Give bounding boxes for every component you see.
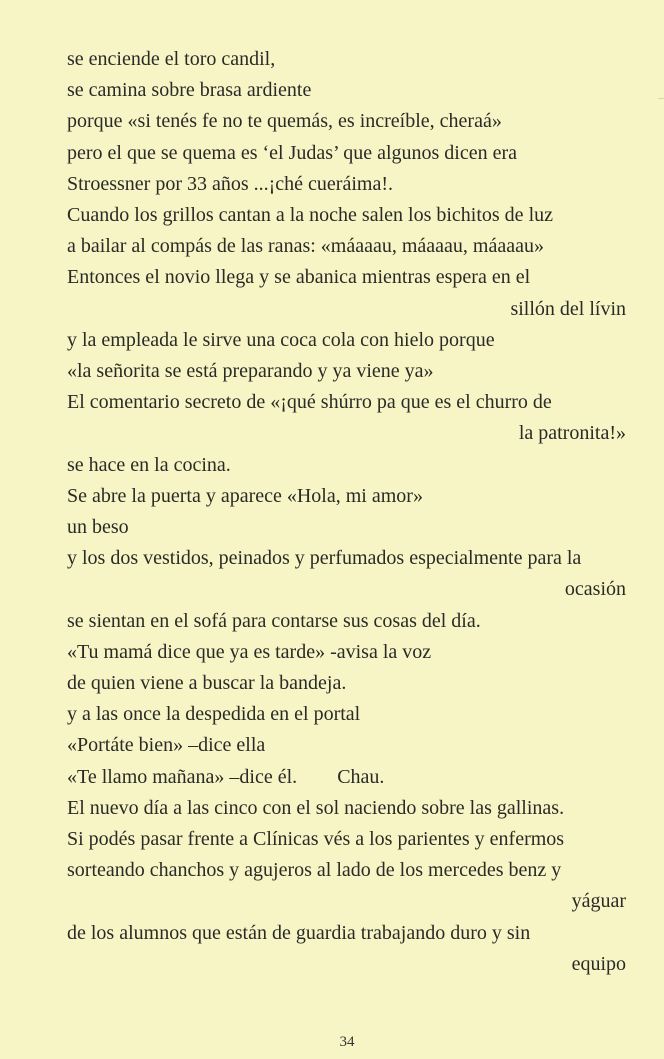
text-line-content: ocasión [564,578,626,601]
text-line-content: «Te llamo mañana» –dice él. [67,765,298,788]
text-line [67,78,311,102]
text-line [67,328,495,352]
text-line-content: se hace en la cocina. [67,453,231,476]
text-line [67,827,564,851]
text-line [519,421,626,445]
text-line-content: yáguar [571,890,626,913]
text-line [67,765,384,789]
text-line [67,515,129,539]
text-line [565,577,626,601]
text-line-content: equipo [571,952,626,975]
text-line [510,297,626,321]
text-line-content: y los dos vestidos, peinados y perfumados especialmente para la [67,547,582,570]
text-line [67,234,544,258]
text-line [67,47,275,71]
text-line [67,141,517,165]
text-line-content: Entonces el novio llega y se abanica mientras espera en el [67,266,531,289]
text-line [67,858,561,882]
text-line-content: un beso [67,516,129,538]
text-line [67,453,231,477]
text-line-content: Se abre la puerta y aparece «Hola, mi amor» [67,484,423,507]
margin-mark [658,98,664,99]
text-line [67,921,530,945]
text-line-content: de los alumnos que están de guardia trabajando duro y sin [67,921,531,944]
text-line [67,484,423,508]
text-line-content: El comentario secreto de «¡qué shúrro pa que es el churro de [67,391,552,414]
text-line-content: «Tu mamá dice que ya es tarde» -avisa la voz [67,640,432,663]
text-line-content: se camina sobre brasa ardiente [67,79,312,102]
text-line [67,546,581,570]
text-line-content: «Portáte bien» –dice ella [67,734,266,757]
text-line [67,702,360,726]
text-line-content: El nuevo día a las cinco con el sol naciendo sobre las gallinas. [67,796,565,819]
text-line-content: «la señorita se está preparando y ya viene ya» [67,360,434,382]
text-line-content: se enciende el toro candil, [67,48,276,70]
text-line-content: y a las once la despedida en el portal [67,703,361,726]
text-line-content: pero el que se quema es ‘el Judas’ que algunos dicen era [67,141,518,164]
text-line [67,671,346,695]
text-line-content: Cuando los grillos cantan a la noche salen los bichitos de luz [67,204,553,226]
text-line-content: Stroessner por 33 años ...¡ché cueráima!. [67,172,393,195]
text-line-content: de quien viene a buscar la bandeja. [67,672,347,694]
page-number: 34 [339,1034,355,1050]
text-line [67,390,552,414]
text-line [67,109,502,133]
text-line-content: a bailar al compás de las ranas: «máaaau, máaaau, máaaau» [67,235,544,258]
text-line [572,952,626,976]
text-line-tail: Chau. [337,765,385,788]
text-line-content: Si podés pasar frente a Clínicas vés a los parientes y enfermos [67,828,565,850]
text-line-content: sorteando chanchos y agujeros al lado de los mercedes benz y [67,859,562,882]
text-line-content: porque «si tenés fe no te quemás, es increíble, cheraá» [67,110,502,133]
text-line [67,172,393,196]
text-line [67,359,434,383]
text-line [67,609,481,633]
text-line [67,640,431,664]
text-line [67,796,564,820]
text-line-content: la patronita!» [518,422,626,445]
text-line [67,265,530,289]
text-line [67,733,265,757]
text-line [572,889,626,913]
text-line [67,203,553,227]
text-line-content: se sientan en el sofá para contarse sus cosas del día. [67,609,481,632]
text-line-content: sillón del lívin [510,297,626,320]
text-line-content: y la empleada le sirve una coca cola con hielo porque [67,328,495,351]
